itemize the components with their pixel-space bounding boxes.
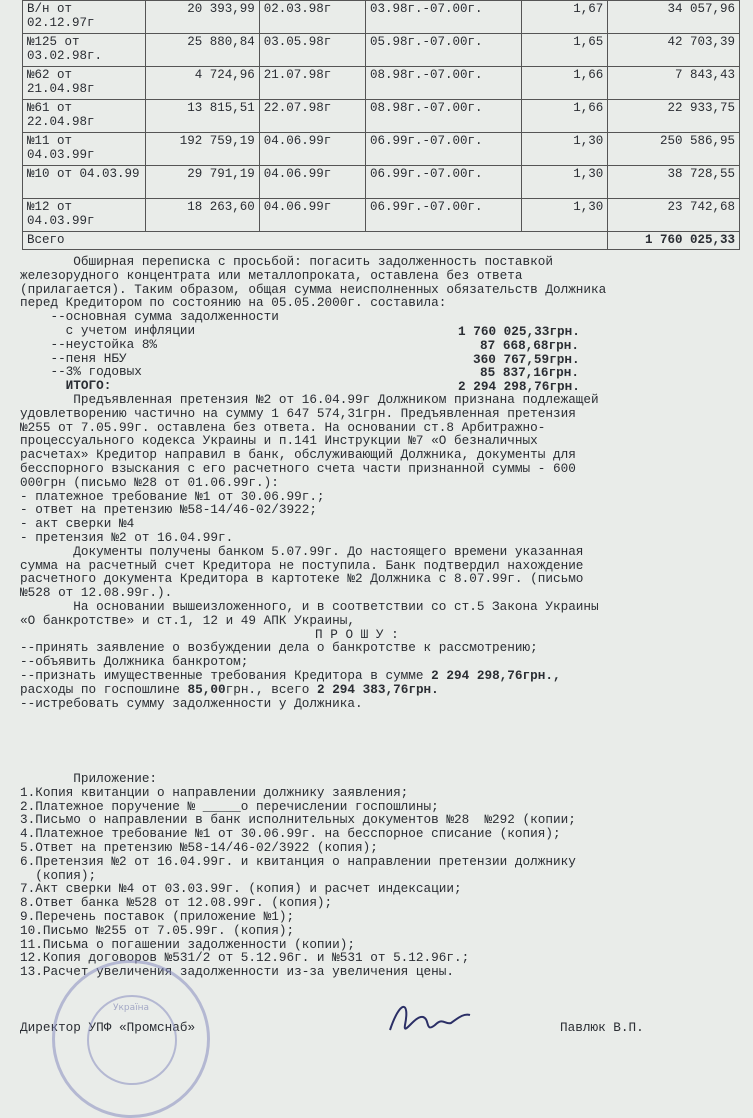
table-cell-period: 08.98г.-07.00г. xyxy=(365,67,521,100)
table-row xyxy=(23,34,740,67)
attachment-item: 12.Копия договоров №531/2 от 5.12.96г. и №531 от 5.12.96г.; xyxy=(20,951,470,966)
totals-label: --неустойка 8% xyxy=(20,337,158,352)
table-cell-total: 7 843,43 xyxy=(608,67,740,100)
paragraph-line: железорудного концентрата или металлопроката, оставлена без ответа xyxy=(20,268,523,283)
table-cell-due: 21.07.98г xyxy=(259,67,365,100)
proshu-heading: П Р О Ш У : xyxy=(315,627,399,642)
table-cell-amount: 192 759,19 xyxy=(146,133,259,166)
paragraph-line: - претензия №2 от 16.04.99г. xyxy=(20,531,234,545)
table-cell-due: 04.06.99г xyxy=(259,199,365,232)
totals-itogo-label: ИТОГО: xyxy=(20,379,112,393)
table-cell-total: 22 933,75 xyxy=(608,100,740,133)
paragraph-line: расчетах» Кредитор направил в банк, обслуживающий Должника, документы для xyxy=(20,448,576,462)
table-cell-amount: 20 393,99 xyxy=(146,1,259,34)
table-row xyxy=(23,133,740,166)
paragraph-line: Обширная переписка с просьбой: погасить задолженность поставкой xyxy=(20,255,553,269)
table-cell-period: 08.98г.-07.00г. xyxy=(365,100,521,133)
request-line: --истребовать сумму задолженности у Должника. xyxy=(20,696,363,711)
table-cell-invoice: №61 от 22.04.98г xyxy=(23,100,146,133)
paragraph-line: удовлетворению частично на сумму 1 647 574,31грн. Предъявленная претензия xyxy=(20,406,576,421)
paragraph-line: бесспорного взыскания с его расчетного счета части признанной суммы - 600 xyxy=(20,462,576,476)
paragraph-line: процессуального кодекса Украины и п.141 Инструкции №7 «О безналичных xyxy=(20,434,538,449)
attachment-item: 8.Ответ банка №528 от 12.08.99г. (копия); xyxy=(20,896,333,910)
paragraph-line: (прилагается). Таким образом, общая сумма неисполненных обязательств Должника xyxy=(20,282,607,297)
table-row xyxy=(23,166,740,199)
request-text: 85,00 xyxy=(187,682,226,697)
table-cell-invoice: №12 от 04.03.99г xyxy=(23,199,146,232)
attachment-item: 9.Перечень поставок (приложение №1); xyxy=(20,910,295,924)
request-text: 2 294 383,76грн. xyxy=(316,682,439,697)
table-cell-index: 1,65 xyxy=(521,34,608,67)
attachment-item: 1.Копия квитанции о направлении должнику заявления; xyxy=(20,785,409,800)
table-cell-total: 250 586,95 xyxy=(608,133,740,166)
attachment-item: (копия); xyxy=(20,868,97,883)
signature-role: Директор УПФ «Промснаб» xyxy=(20,1021,196,1035)
table-row xyxy=(23,67,740,100)
attachment-item: 4.Платежное требование №1 от 30.06.99г. на бесспорное списание (копия); xyxy=(20,827,561,841)
attachments-heading: Приложение: xyxy=(20,772,158,786)
table-cell-index: 1,66 xyxy=(521,100,608,133)
table-cell-total: 42 703,39 xyxy=(608,34,740,67)
table-cell-index: 1,30 xyxy=(521,133,608,166)
signature-name: Павлюк В.П. xyxy=(560,1021,644,1035)
paragraph-line: «О банкротстве» и ст.1, 12 и 49 АПК Украины, xyxy=(20,613,356,628)
totals-value: 1 760 025,33грн. xyxy=(458,324,580,339)
table-cell-invoice: №62 от 21.04.98г xyxy=(23,67,146,100)
paragraph-line: - платежное требование №1 от 30.06.99г.; xyxy=(20,489,325,504)
request-text: --признать имущественные требования Кредитора в сумме xyxy=(20,669,432,683)
totals-label: --3% годовых xyxy=(20,365,142,380)
table-row xyxy=(23,100,740,133)
paragraph-line: №528 от 12.08.99г.). xyxy=(20,586,173,600)
totals-value: 87 668,68грн. xyxy=(480,337,579,353)
paragraph-line: На основании вышеизложенного, и в соответствии со ст.5 Закона Украины xyxy=(20,600,599,614)
paragraph-line: сумма на расчетный счет Кредитора не поступила. Банк подтвердил нахождение xyxy=(20,558,584,573)
request-amount: 2 294 298,76грн., xyxy=(431,669,561,683)
request-line xyxy=(20,683,735,697)
table-cell-period: 06.99г.-07.00г. xyxy=(365,199,521,232)
total-label: Всего xyxy=(23,232,608,250)
stamp-seal xyxy=(52,960,210,1118)
stamp-text: Україна xyxy=(112,1003,150,1013)
table-cell-invoice: №10 от 04.03.99 xyxy=(23,166,146,199)
attachment-item: 11.Письма о погашении задолженности (копии); xyxy=(20,937,356,952)
table-cell-index: 1,30 xyxy=(521,199,608,232)
attachment-item: 5.Ответ на претензию №58-14/46-02/3922 (копия); xyxy=(20,841,378,855)
table-cell-due: 22.07.98г xyxy=(259,100,365,133)
attachment-item: 6.Претензия №2 от 16.04.99г. и квитанция о направлении претензии должнику xyxy=(20,854,576,869)
total-value: 1 760 025,33 xyxy=(608,232,740,250)
table-cell-period: 06.99г.-07.00г. xyxy=(365,166,521,199)
table-cell-due: 04.06.99г xyxy=(259,166,365,199)
debts-table xyxy=(22,0,740,250)
table-cell-amount: 13 815,51 xyxy=(146,100,259,133)
table-cell-due: 02.03.98г xyxy=(259,1,365,34)
paragraph-line: - акт сверки №4 xyxy=(20,517,135,531)
paragraph-line: Предъявленная претензия №2 от 16.04.99г Должником признана подлежащей xyxy=(20,393,599,407)
table-cell-total: 34 057,96 xyxy=(608,1,740,34)
table-cell-due: 03.05.98г xyxy=(259,34,365,67)
table-row xyxy=(23,199,740,232)
paragraph-line: 000грн (письмо №28 от 01.06.99г.): xyxy=(20,475,279,490)
request-text: грн., всего xyxy=(225,682,317,697)
table-cell-period: 06.99г.-07.00г. xyxy=(365,133,521,166)
totals-value: 360 767,59грн. xyxy=(473,351,580,367)
table-cell-index: 1,30 xyxy=(521,166,608,199)
request-line xyxy=(20,669,735,683)
table-total-row xyxy=(23,232,740,250)
table-cell-total: 38 728,55 xyxy=(608,166,740,199)
paragraph-line: перед Кредитором по состоянию на 05.05.2000г. составила: xyxy=(20,296,447,311)
attachment-item: 3.Письмо о направлении в банк исполнительных документов №28 №292 (копии; xyxy=(20,813,576,828)
table-cell-amount: 29 791,19 xyxy=(146,166,259,199)
handwritten-signature xyxy=(385,995,475,1045)
totals-label: --пеня НБУ xyxy=(20,351,127,366)
paragraph-line: расчетного документа Кредитора в картотеке №2 Должника с 8.07.99г. (письмо xyxy=(20,572,584,587)
request-text: расходы по госпошлине xyxy=(20,682,188,697)
totals-value: 85 837,16грн. xyxy=(480,365,579,381)
request-line: --объявить Должника банкротом; xyxy=(20,655,249,669)
request-line: --принять заявление о возбуждении дела о банкротстве к рассмотрению; xyxy=(20,641,538,656)
table-cell-amount: 25 880,84 xyxy=(146,34,259,67)
table-cell-amount: 18 263,60 xyxy=(146,199,259,232)
table-cell-invoice: №11 от 04.03.99г xyxy=(23,133,146,166)
table-cell-period: 03.98г.-07.00г. xyxy=(365,1,521,34)
table-row xyxy=(23,1,740,34)
table-cell-invoice: №125 от 03.02.98г. xyxy=(23,34,146,67)
paragraph-line: №255 от 7.05.99г. оставлена без ответа. На основании ст.8 Арбитражно- xyxy=(20,420,546,435)
paragraph-line: Документы получены банком 5.07.99г. До настоящего времени указанная xyxy=(20,544,584,559)
table-cell-period: 05.98г.-07.00г. xyxy=(365,34,521,67)
attachment-item: 13.Расчет увеличения задолженности из-за увеличения цены. xyxy=(20,965,454,979)
totals-label: с учетом инфляции xyxy=(20,324,196,338)
paragraph-line: - ответ на претензию №58-14/46-02/3922; xyxy=(20,503,317,518)
table-cell-index: 1,67 xyxy=(521,1,608,34)
table-cell-index: 1,66 xyxy=(521,67,608,100)
table-cell-invoice: В/н от 02.12.97г xyxy=(23,1,146,34)
attachment-item: 2.Платежное поручение № _____о перечислении госпошлины; xyxy=(20,799,439,814)
table-cell-amount: 4 724,96 xyxy=(146,67,259,100)
totals-label: --основная сумма задолженности xyxy=(20,310,279,324)
totals-itogo-value: 2 294 298,76грн. xyxy=(458,379,580,395)
attachment-item: 7.Акт сверки №4 от 03.03.99г. (копия) и расчет индексации; xyxy=(20,882,462,897)
table-cell-total: 23 742,68 xyxy=(608,199,740,232)
table-cell-due: 04.06.99г xyxy=(259,133,365,166)
attachment-item: 10.Письмо №255 от 7.05.99г. (копия); xyxy=(20,923,295,938)
